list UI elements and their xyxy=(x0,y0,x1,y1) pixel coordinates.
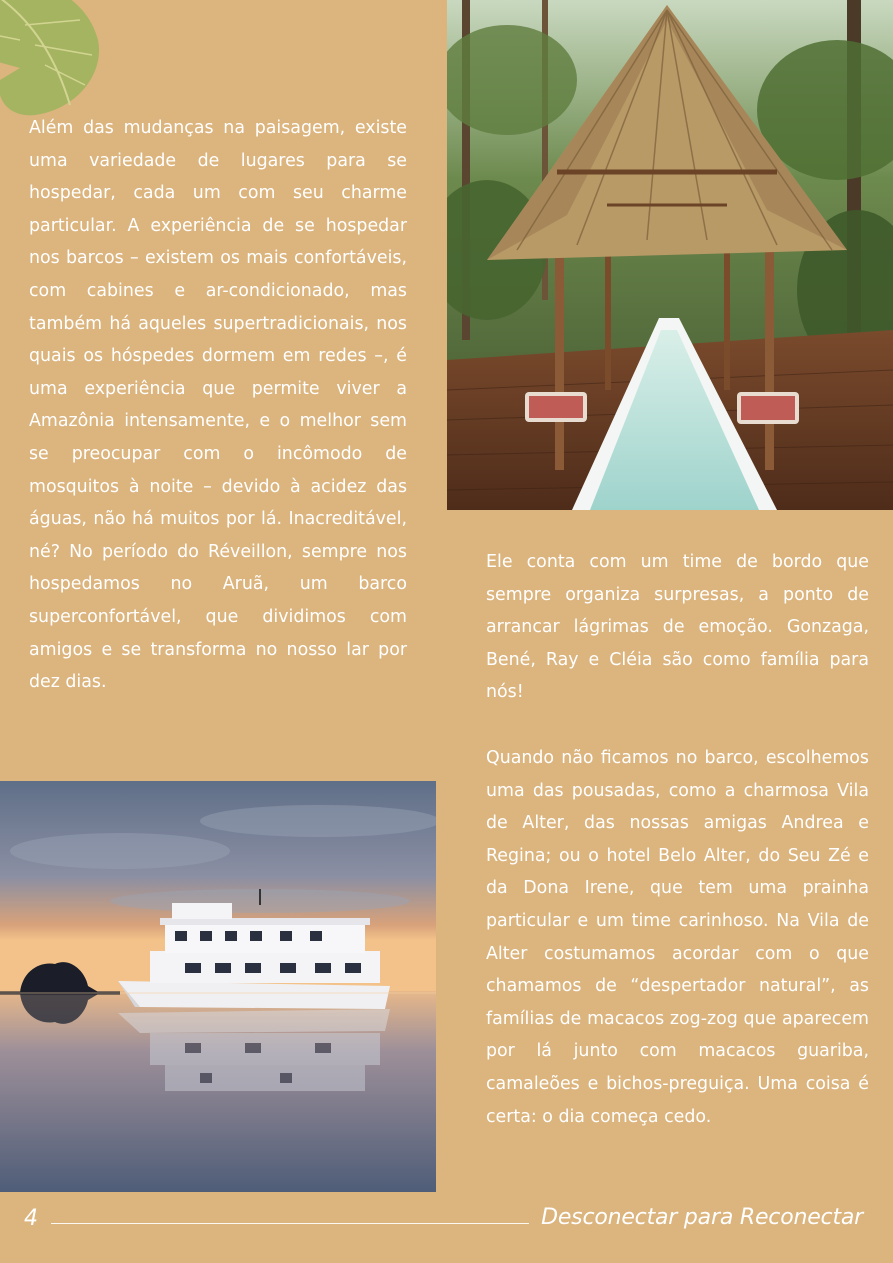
article-paragraph-stays: Além das mudanças na paisagem, existe uma variedade de lugares para se hospedar, cada um com seu charme particular. A experiência de se hospedar nos barcos – existem os mais confortáveis, com cabines e ar-condicionado, mas também há aqueles supertradicionais, nos quais os hóspedes dormem em redes –, é uma experiência que permite viver a Amazônia intensamente, e o melhor sem se preocupar com o incômodo de mosquitos à noite – devido à acidez das águas, não há muitos por lá. Inacreditável, né? No período do Réveillon, sempre nos hospedamos no Aruã, um barco superconfortável, que dividimos com amigos e se transforma no nosso lar por dez dias. xyxy=(29,118,407,693)
article-paragraph-crew: Ele conta com um time de bordo que sempre organiza surpresas, a ponto de arrancar lágrimas de emoção. Gonzaga, Bené, Ray e Cléia são como família para nós! xyxy=(486,552,869,703)
page-number: 4 xyxy=(24,1206,38,1231)
article-paragraph-pousadas: Quando não ficamos no barco, escolhemos uma das pousadas, como a charmosa Vila de Alter, das nossas amigas Andrea e Regina; ou o hotel Belo Alter, do Seu Zé e da Dona Irene, que tem uma prainha particular e um time carinhoso. Na Vila de Alter costumamos acordar com o que chamamos de “despertador natural”, as famílias de macacos zog-zog que aparecem por lá junto com macacos guariba, camaleões e bichos-preguiça. Uma coisa é certa: o dia começa cedo. xyxy=(486,748,869,1127)
riverboat-sunset-photo xyxy=(0,781,436,1192)
footer-title: Desconectar para Reconectar xyxy=(541,1205,863,1230)
monstera-leaf-icon xyxy=(0,0,110,120)
thatched-hut-photo xyxy=(447,0,893,510)
footer-divider xyxy=(51,1223,529,1224)
